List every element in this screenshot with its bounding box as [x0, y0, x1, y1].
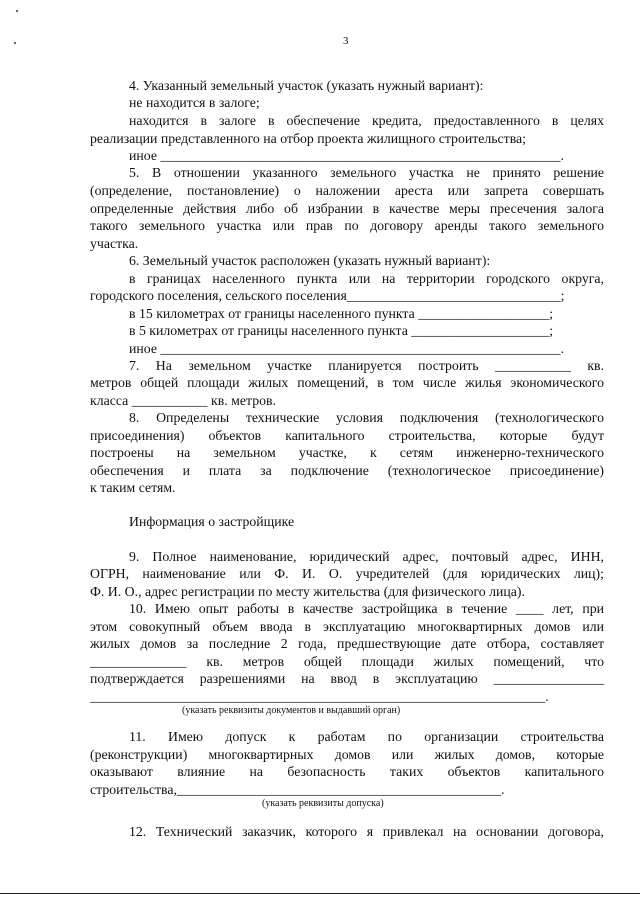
item8-line5: к таким сетям.	[90, 480, 176, 495]
item8-line4: обеспечения и плата за подключение (технологическое присоединение)	[90, 463, 604, 478]
item4-option-not-pledged: не находится в залоге;	[129, 95, 260, 110]
item4-option-other: иное __________________________________________________________.	[129, 148, 564, 163]
item6-option1-line2: городского поселения, сельского поселения_______________________________;	[90, 288, 565, 303]
item4-option-pledged-line1: находится в залоге в обеспечение кредита, предоставленного в целях	[129, 113, 604, 128]
item10-line3: жилых домов за последние 2 года, предшествующие дате отбора, составляет	[90, 636, 604, 651]
item8-line1: 8. Определены технические условия подключения (технологического	[129, 410, 604, 425]
item5-line2: (определение, постановление) о наложении ареста или запрета совершать	[90, 183, 604, 198]
item8-line3: построены на земельном участке, к сетям инженерно-технического	[90, 445, 604, 460]
item10-caption: (указать реквизиты документов и выдавший орган)	[182, 705, 401, 716]
item11-line1: 11. Имею допуск к работам по организации строительства	[129, 729, 604, 744]
item4-option-pledged-line2: реализации представленного на отбор проекта жилищного строительства;	[90, 131, 526, 146]
item7-line3: класса ___________ кв. метров.	[90, 393, 276, 408]
item9-line1: 9. Полное наименование, юридический адрес, почтовый адрес, ИНН,	[129, 549, 604, 564]
item6-option2: в 15 километрах от границы населенного пункта ___________________;	[129, 306, 554, 321]
item5-line1: 5. В отношении указанного земельного участка не принято решение	[129, 165, 604, 180]
scan-speck	[14, 42, 16, 44]
item10-line2: этом совокупный объем ввода в эксплуатацию многоквартирных домов или	[90, 619, 604, 634]
item10-line4: ______________ кв. метров общей площади жилых помещений, что	[90, 654, 604, 669]
page-bottom-edge	[0, 893, 640, 894]
item6-option1-line1: в границах населенного пункта или на территории городского округа,	[129, 271, 604, 286]
item6-option-other: иное __________________________________________________________.	[129, 341, 564, 356]
item9-line3: Ф. И. О., адрес регистрации по месту жительства (для физического лица).	[90, 584, 525, 599]
item11-caption: (указать реквизиты допуска)	[262, 798, 384, 809]
item5-line4: такого земельного участка или прав по договору аренды такого земельного	[90, 218, 604, 233]
item11-line2: (реконструкции) многоквартирных домов или жилых домов, которые	[90, 747, 604, 762]
item12-line1: 12. Технический заказчик, которого я привлекал на основании договора,	[129, 824, 604, 839]
item5-line5: участка.	[90, 236, 139, 251]
item7-line1: 7. На земельном участке планируется построить ___________ кв.	[129, 358, 604, 373]
item10-line1: 10. Имею опыт работы в качестве застройщика в течение ____ лет, при	[129, 601, 604, 616]
item4-title: 4. Указанный земельный участок (указать нужный вариант):	[129, 78, 484, 93]
item7-line2: метров общей площади жилых помещений, в том числе жилья экономического	[90, 375, 604, 390]
section-heading-developer: Информация о застройщике	[129, 514, 295, 529]
item10-line5: подтверждается разрешениями на ввод в эксплуатацию ________________	[90, 671, 604, 686]
item6-option3: в 5 километрах от границы населенного пункта ____________________;	[129, 323, 554, 338]
item10-line6: __________________________________________________________________.	[90, 689, 549, 704]
item11-line4: строительства,_______________________________________________.	[90, 782, 505, 797]
page-number: 3	[343, 35, 349, 47]
item5-line3: определенные действия либо об избрании в качестве меры пресечения залога	[90, 201, 604, 216]
item8-line2: присоединения) объектов капитального строительства, которые будут	[90, 428, 604, 443]
item6-title: 6. Земельный участок расположен (указать нужный вариант):	[129, 253, 491, 268]
item9-line2: ОГРН, наименование или Ф. И. О. учредителей (для юридических лиц);	[90, 566, 604, 581]
item11-line3: оказывают влияние на безопасность таких объектов капитального	[90, 764, 604, 779]
scan-speck	[16, 10, 18, 12]
